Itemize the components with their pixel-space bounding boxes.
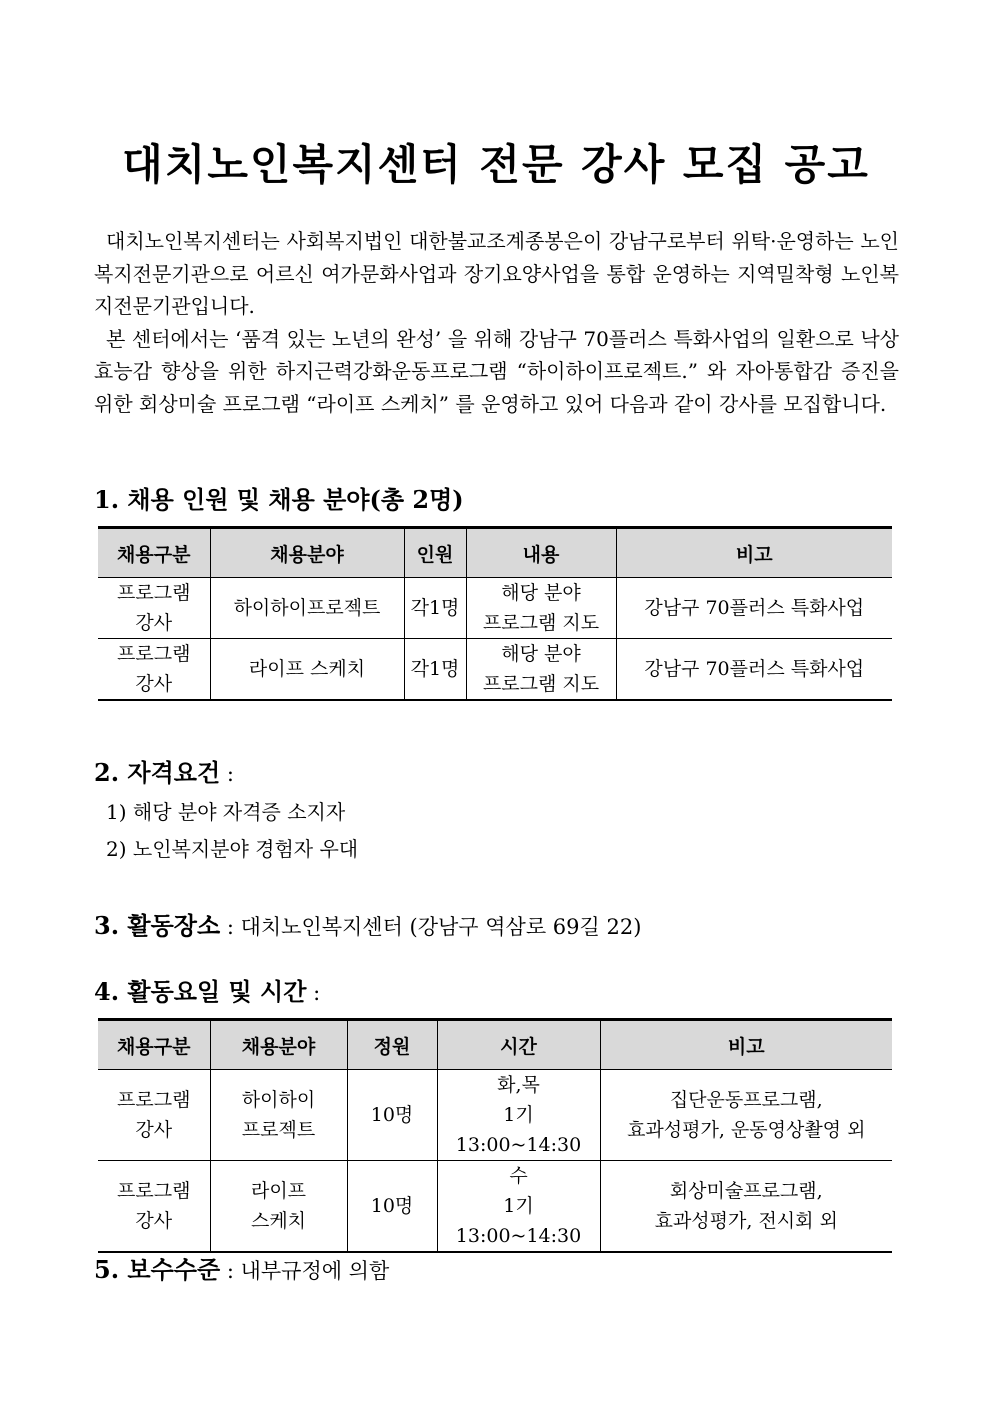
header-cell: 채용분야 [210,528,404,578]
content-line: 해당 분야 [501,582,581,604]
content-line: 프로그램 지도 [482,673,600,695]
section2-suffix: : [220,762,234,786]
time-cell [437,1161,600,1253]
type-line: 프로그램 [117,1089,191,1111]
section2-title: 2. 자격요건 [94,758,221,787]
section5-heading [94,1250,389,1285]
note-cell: 강남구 70플러스 특화사업 [616,639,892,701]
type-line: 강사 [135,1210,173,1232]
type-line: 프로그램 [117,582,191,604]
field-line: 프로젝트 [241,1119,316,1141]
header-cell: 정원 [347,1020,437,1070]
header-cell: 비고 [616,528,892,578]
section4-suffix: : [306,981,321,1005]
note-line: 회상미술프로그램, [669,1180,823,1202]
time-slot: 1기 13:00~14:30 [455,1195,582,1247]
type-line: 프로그램 [117,643,191,665]
section3-heading [94,906,641,941]
field-cell: 하이하이프로젝트 [210,578,404,639]
header-cell: 채용구분 [98,528,210,578]
section4-title: 4. 활동요일 및 시간 [94,977,307,1006]
type-line: 프로그램 [117,1180,191,1202]
table-row [98,1161,892,1253]
count-cell: 각1명 [404,578,466,639]
table-row [98,639,892,701]
type-line: 강사 [135,612,173,634]
section4-heading [94,972,320,1007]
capacity-cell: 10명 [347,1161,437,1253]
content-cell [466,639,616,701]
intro-paragraph-2: 본 센터에서는 ‘품격 있는 노년의 완성’ 을 위해 강남구 70플러스 특화사업의 일환으로 낙상효능감 향상을 위한 하지근력강화운동프로그램 “하이하이프로젝트.” 와 자아통합감 증진을 위한 회상미술 프로그램 “라이프 스케치” 를 운영하고 있어 다음과 같이 강사를 모집합니다. [94,326,899,416]
note-cell: 강남구 70플러스 특화사업 [616,578,892,639]
section1-heading: 1. 채용 인원 및 채용 분야(총 2명) [94,485,464,514]
section2-heading [94,753,234,788]
table-row [98,1070,892,1161]
content-cell [466,578,616,639]
note-line: 집단운동프로그램, [669,1089,823,1111]
type-cell [98,1070,210,1161]
time-cell [437,1070,600,1161]
type-cell [98,639,210,701]
time-slot: 1기 13:00~14:30 [455,1104,582,1156]
header-cell: 내용 [466,528,616,578]
section3-title: 3. 활동장소 [94,911,221,940]
table-header-row [98,1020,892,1070]
count-cell: 각1명 [404,639,466,701]
content-line: 프로그램 지도 [482,612,600,634]
recruitment-table [98,526,892,701]
field-line: 스케치 [250,1210,307,1232]
time-day: 수 [509,1165,528,1187]
section3-location: : 대치노인복지센터 (강남구 역삼로 69길 22) [220,915,642,939]
page-title: 대치노인복지센터 전문 강사 모집 공고 [122,140,870,189]
note-line: 효과성평가, 운동영상촬영 외 [627,1119,866,1141]
time-day: 화,목 [497,1074,540,1096]
requirement-item: 1) 해당 분야 자격증 소지자 [106,800,346,824]
header-cell: 비고 [600,1020,892,1070]
type-cell [98,578,210,639]
field-cell: 라이프 스케치 [210,639,404,701]
intro-text [94,225,899,420]
type-line: 강사 [135,1119,173,1141]
capacity-cell: 10명 [347,1070,437,1161]
note-cell [600,1070,892,1161]
field-line: 하이하이 [241,1089,316,1111]
requirement-item: 2) 노인복지분야 경험자 우대 [106,837,359,861]
header-cell: 채용구분 [98,1020,210,1070]
type-cell [98,1161,210,1253]
header-cell: 인원 [404,528,466,578]
note-line: 효과성평가, 전시회 외 [654,1210,838,1232]
field-cell [210,1070,347,1161]
schedule-table [98,1018,892,1253]
note-cell [600,1161,892,1253]
intro-paragraph-1: 대치노인복지센터는 사회복지법인 대한불교조계종봉은이 강남구로부터 위탁·운영하는 노인복지전문기관으로 어르신 여가문화사업과 장기요양사업을 통합 운영하는 지역밀착형 노인복지전문기관입니다. [94,229,899,318]
table-row [98,578,892,639]
section5-text: : 내부규정에 의함 [220,1259,390,1283]
header-cell: 채용분야 [210,1020,347,1070]
field-cell [210,1161,347,1253]
table-header-row [98,528,892,578]
field-line: 라이프 [250,1180,307,1202]
section5-title: 5. 보수수준 [94,1255,221,1284]
content-line: 해당 분야 [501,643,581,665]
header-cell: 시간 [437,1020,600,1070]
type-line: 강사 [135,673,173,695]
